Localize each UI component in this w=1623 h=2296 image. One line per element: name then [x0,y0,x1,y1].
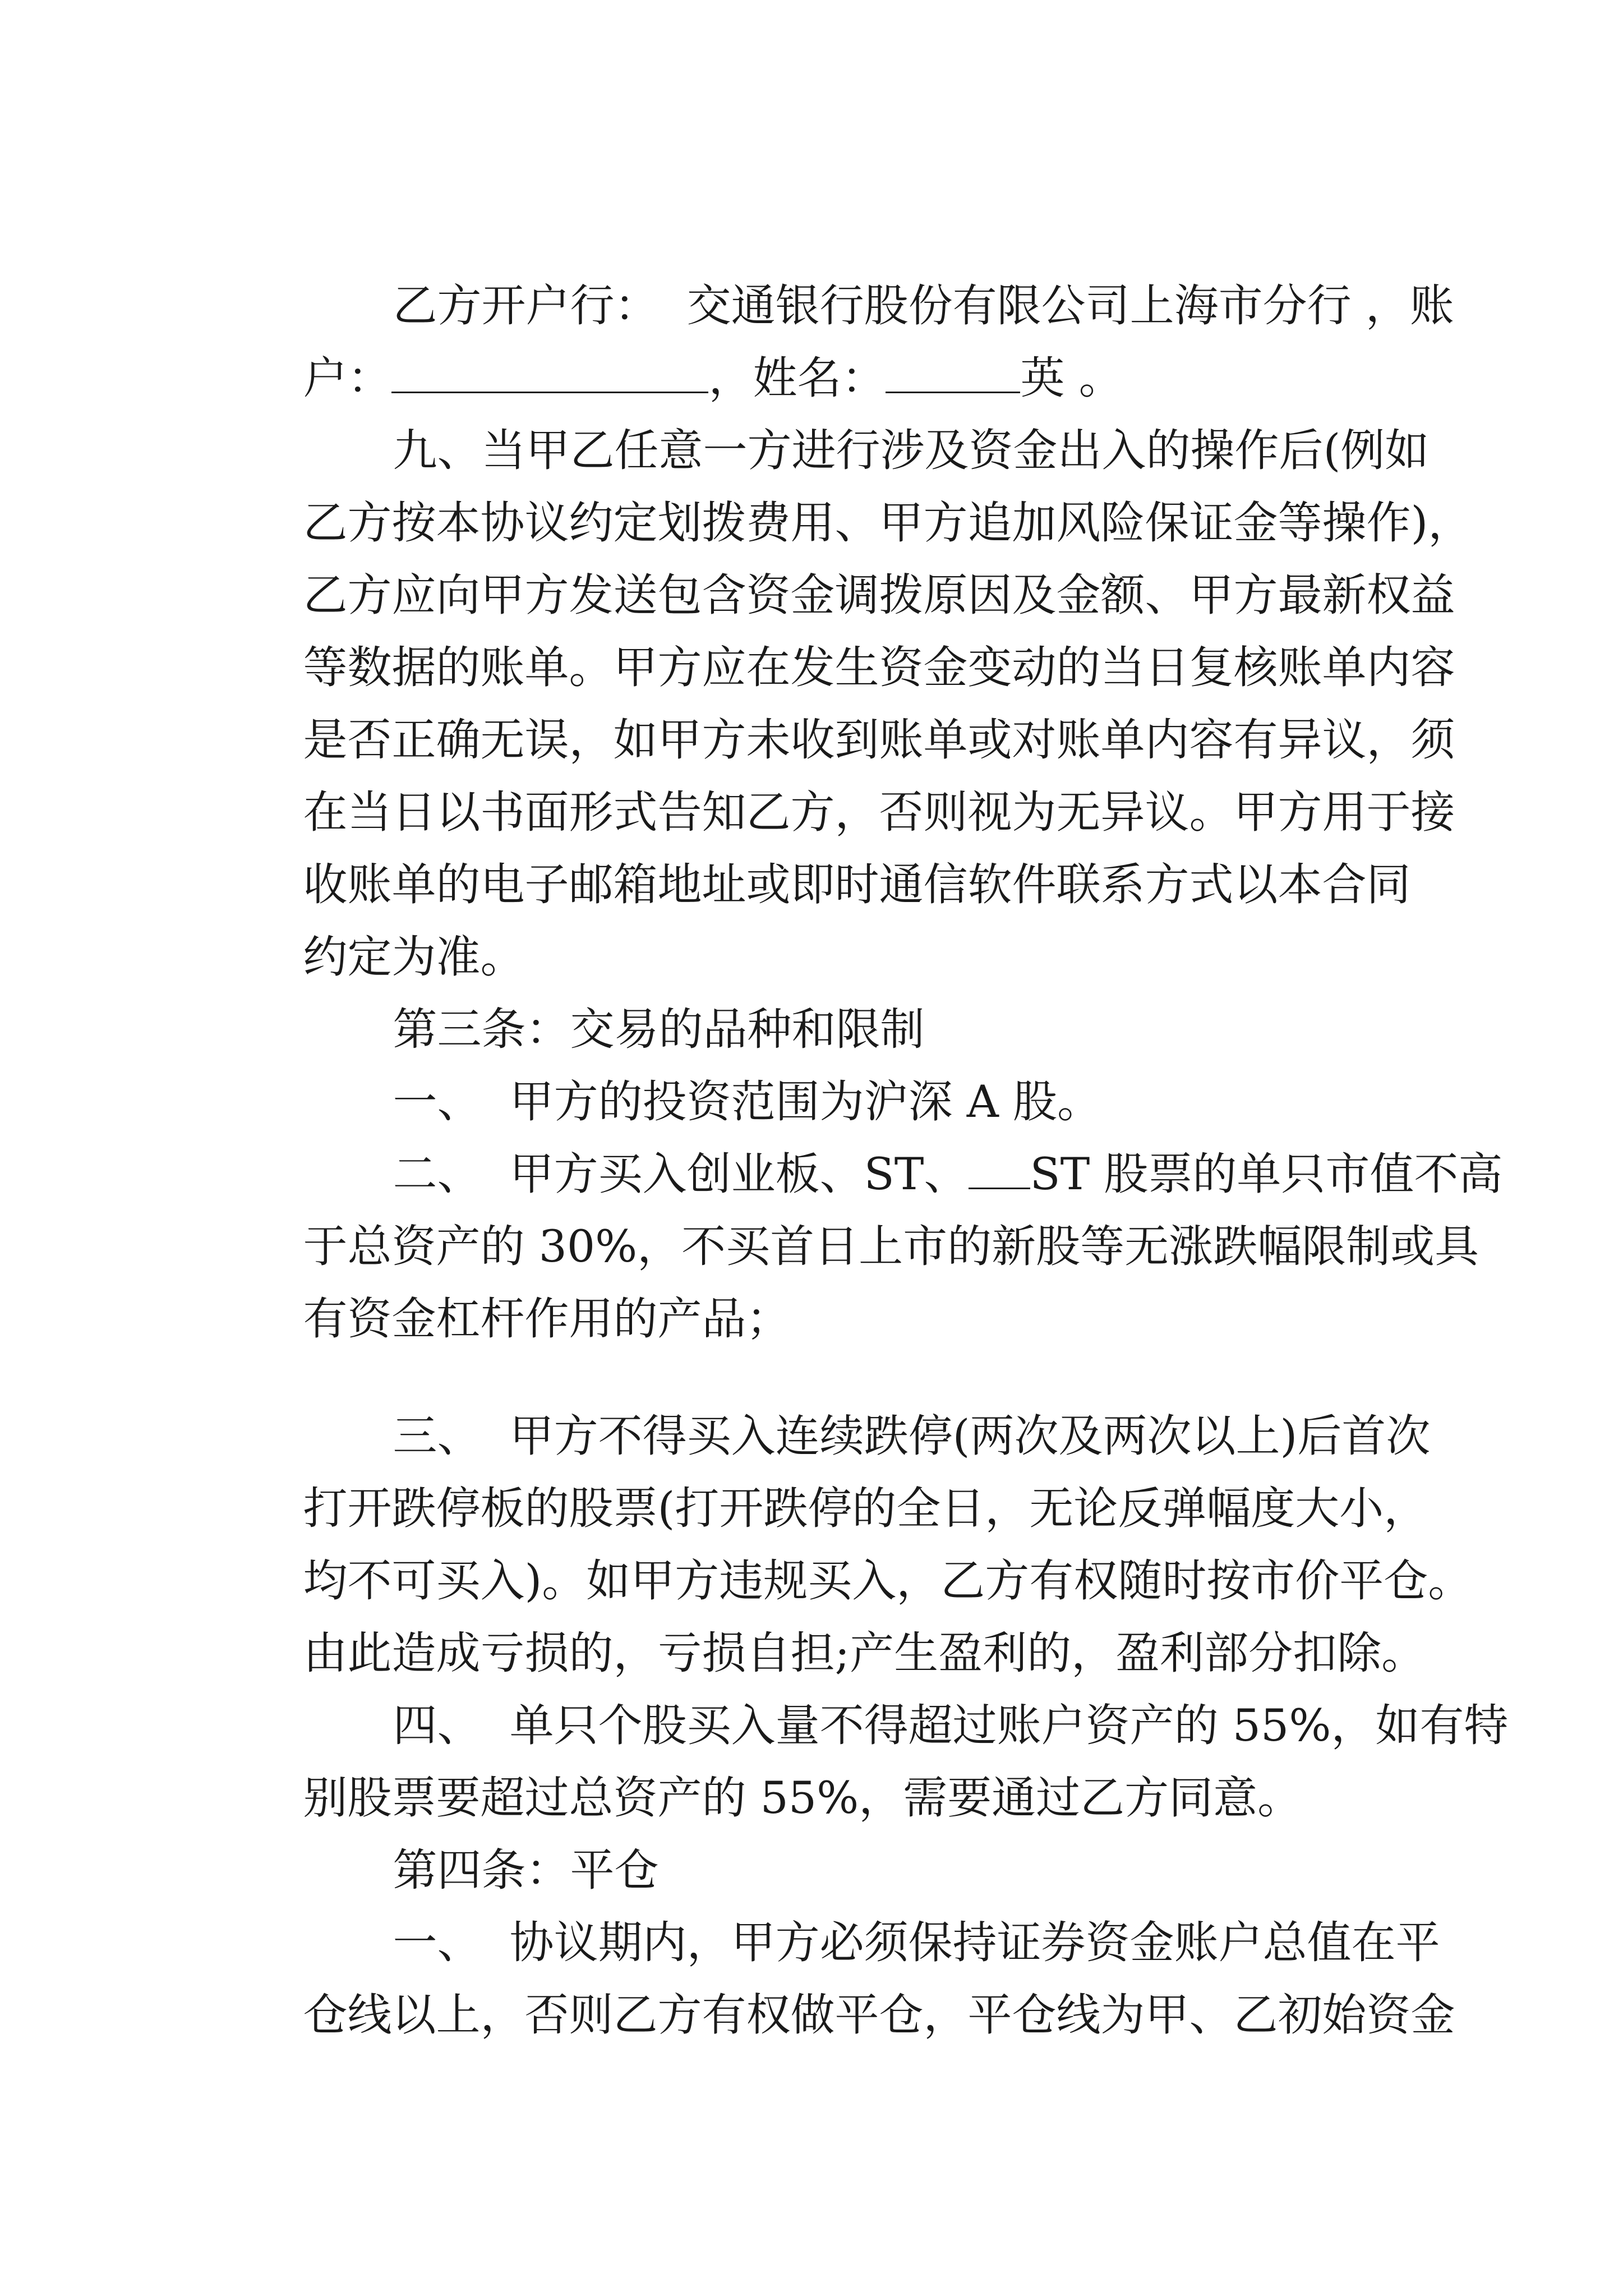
text-fragment: 于总资产的 30%，不买首日上市的新股等无涨跌幅限制或具 [303,1221,1479,1272]
text-fragment: ST 股票的单只市值不高 [1030,1148,1503,1200]
text-line [336,366,1623,476]
text-fragment: 打开跌停板的股票(打开跌停的全日，无论反弹幅度大小， [303,1483,1428,1534]
section-heading [336,1786,1623,1896]
text-line [247,294,1623,404]
text-line [247,1569,1623,1679]
text-line [336,1858,1623,1968]
text-fragment: 三、 甲方不得买入连续跌停(两次及两次以上)后首次 [393,1410,1431,1462]
text-line [247,873,1623,983]
text-line [247,439,1623,549]
text-fragment: 别股票要超过总资产的 55%，需要通过乙方同意。 [303,1772,1302,1824]
text-fragment: 有资金杠杆作用的产品； [303,1293,791,1345]
text-line [336,1641,1623,1751]
text-fragment: 一、 协议期内，甲方必须保持证券资金账户总值在平 [393,1917,1440,1968]
text-line [336,1352,1623,1462]
text-fragment: 户： [303,352,392,404]
text-line [336,1090,1623,1200]
text-fragment: ，姓名： [708,352,886,404]
text-line [247,1235,1623,1345]
text-fragment: 仓线以上，否则乙方有权做平仓，平仓线为甲、乙初始资金 [303,1989,1455,2041]
text-fragment: 四、 单只个股买入量不得超过账户资产的 55%，如有特 [393,1700,1509,1751]
text-fragment: 乙方应向甲方发送包含资金调拨原因及金额、甲方最新权益 [303,569,1455,621]
text-line [247,511,1623,621]
text-fragment: 第三条：交易的品种和限制 [393,1004,925,1055]
text-fragment: 乙方开户行： 交通银行股份有限公司上海市分行 ，账 [393,280,1454,332]
text-line [247,800,1623,910]
text-fragment: 二、 甲方买入创业板、ST、 [393,1148,969,1200]
text-line [247,1931,1623,2041]
text-fragment: 均不可买入)。如甲方违规买入，乙方有权随时按市价平仓。 [303,1555,1473,1607]
text-fragment: 一、 甲方的投资范围为沪深 A 股。 [393,1076,1101,1128]
text-fragment: 收账单的电子邮箱地址或即时通信软件联系方式以本合同 [303,859,1411,910]
text-line [336,1018,1623,1128]
text-fragment: 九、当甲乙任意一方进行涉及资金出入的操作后(例如 [393,425,1430,476]
text-line [336,222,1623,332]
text-fragment: 约定为准。 [303,931,525,983]
text-line [247,1424,1623,1534]
text-fragment: 等数据的账单。甲方应在发生资金变动的当日复核账单内容 [303,642,1455,693]
text-line [247,1714,1623,1824]
text-fragment: 第四条：平仓 [393,1844,659,1896]
text-fragment: 是否正确无误，如甲方未收到账单或对账单内容有异议，须 [303,714,1455,766]
text-line [247,728,1623,838]
text-fragment: 乙方按本协议约定划拨费用、甲方追加风险保证金等操作)， [303,497,1473,549]
text-line [247,583,1623,693]
text-line [247,656,1623,766]
text-fragment: 由此造成亏损的，亏损自担;产生盈利的，盈利部分扣除。 [303,1627,1426,1679]
text-line [247,1497,1623,1607]
section-heading [336,945,1623,1055]
text-fragment: 英 。 [1020,352,1123,404]
text-line [247,1162,1623,1272]
text-fragment: 在当日以书面形式告知乙方，否则视为无异议。甲方用于接 [303,786,1455,838]
